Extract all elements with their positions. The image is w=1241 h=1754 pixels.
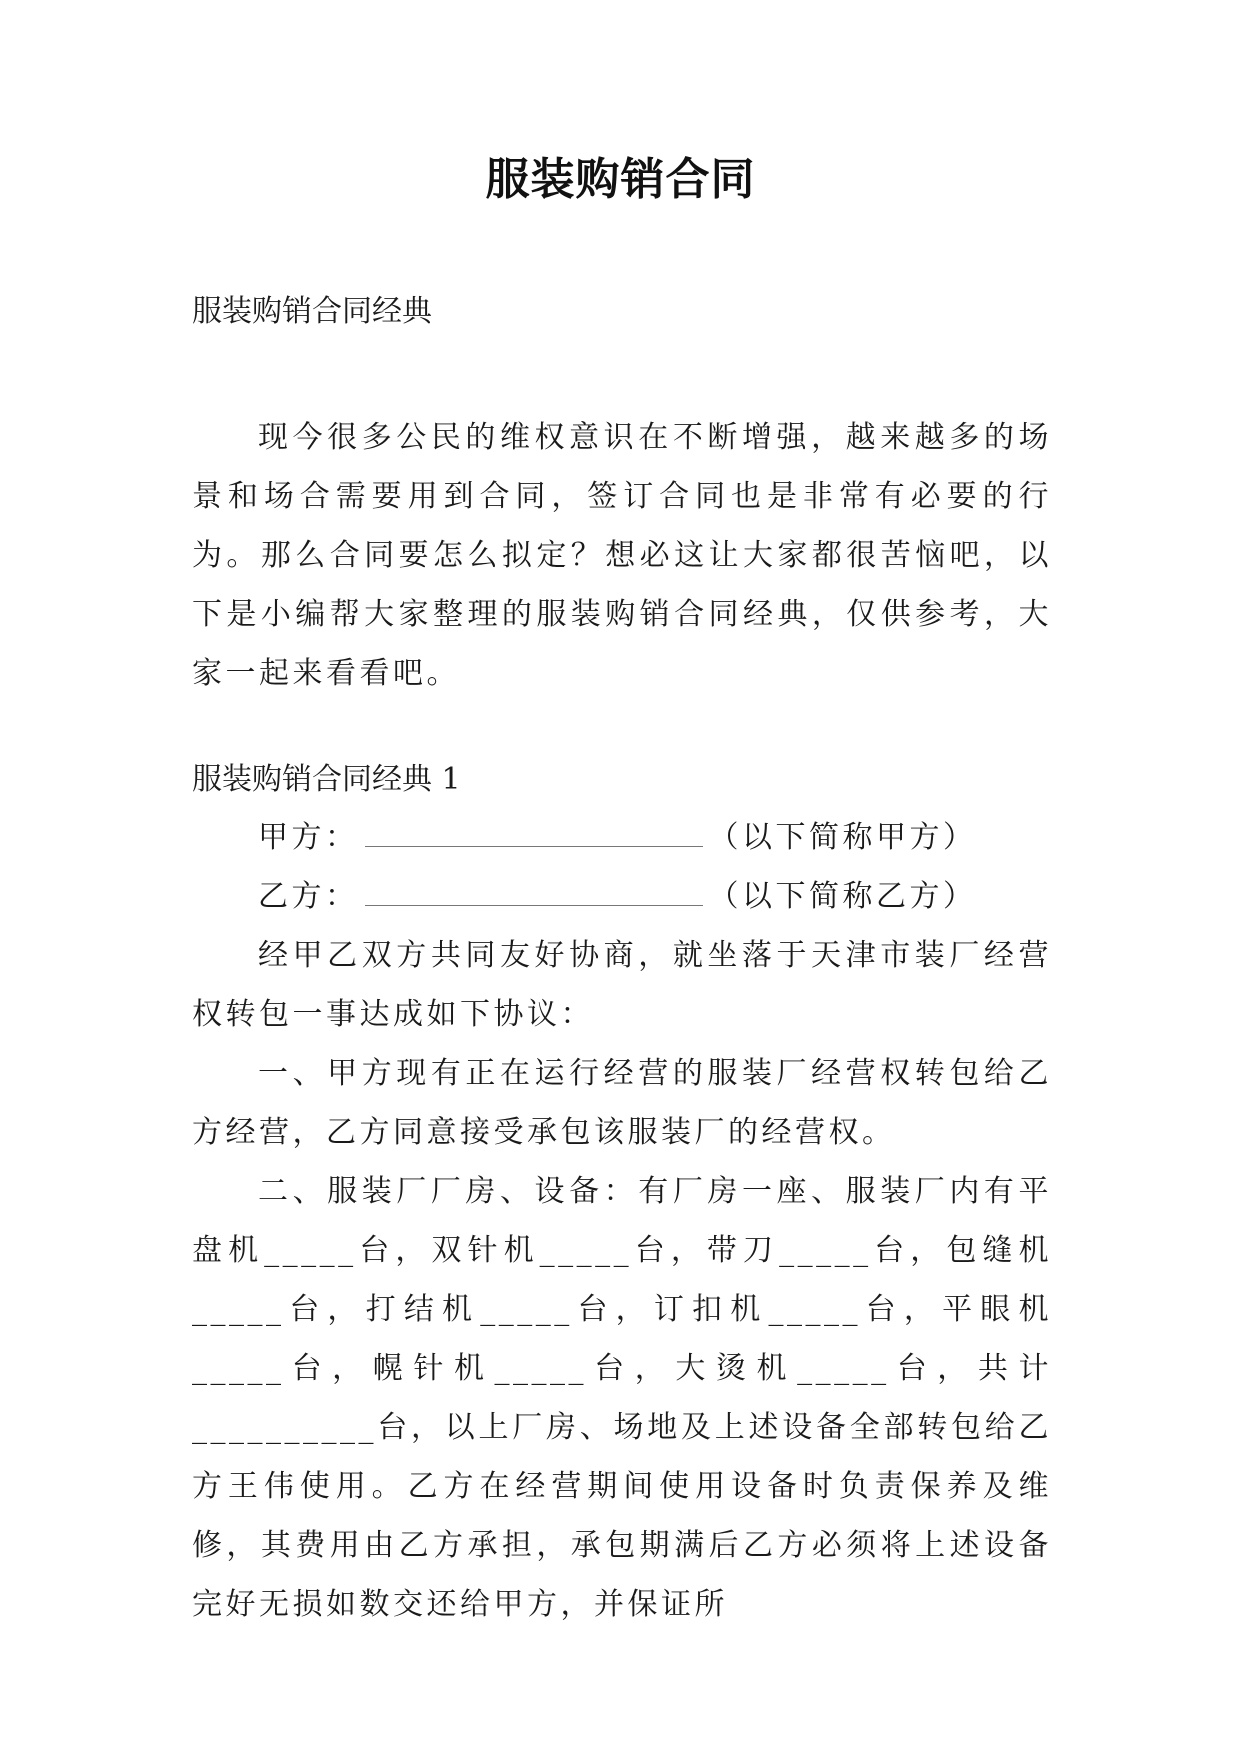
document-subtitle: 服装购销合同经典 [192,294,432,329]
clause-1-paragraph: 一、甲方现有正在运行经营的服装厂经营权转包给乙方经营，乙方同意接受承包该服装厂的经营权。 [192,1056,1052,1150]
agreement-intro-paragraph: 经甲乙双方共同友好协商，就坐落于天津市装厂经营权转包一事达成如下协议： [192,938,1052,1032]
party-b-suffix: （以下简称乙方） [708,879,977,914]
party-a-line [192,808,1052,867]
contract-body [192,808,1052,1634]
section-title: 服装购销合同经典 1 [192,762,461,797]
party-a-blank [365,818,703,847]
party-a-label: 甲方： [258,820,359,855]
intro-paragraph: 现今很多公民的维权意识在不断增强，越来越多的场景和场合需要用到合同，签订合同也是非常有必要的行为。那么合同要怎么拟定？想必这让大家都很苦恼吧，以下是小编帮大家整理的服装购销合同经典，仅供参考，大家一起来看看吧。 [192,420,1052,691]
document-title: 服装购销合同 [485,154,756,205]
clause-2-paragraph: 二、服装厂厂房、设备：有厂房一座、服装厂内有平盘机_____台，双针机_____台，带刀_____台，包缝机_____台，打结机_____台，订扣机_____台，平眼机_____台，幌针机_____台，大烫机_____台，共计__________台，以上厂房、场地及上述设备全部转包给乙方王伟使用。乙方在经营期间使用设备时负责保养及维修，其费用由乙方承担，承包期满后乙方必须将上述设备完好无损如数交还给甲方，并保证所 [192,1174,1052,1622]
party-b-line [192,867,1052,926]
party-a-suffix: （以下简称甲方） [708,820,977,855]
party-b-label: 乙方： [258,879,359,914]
party-b-blank [365,877,703,906]
